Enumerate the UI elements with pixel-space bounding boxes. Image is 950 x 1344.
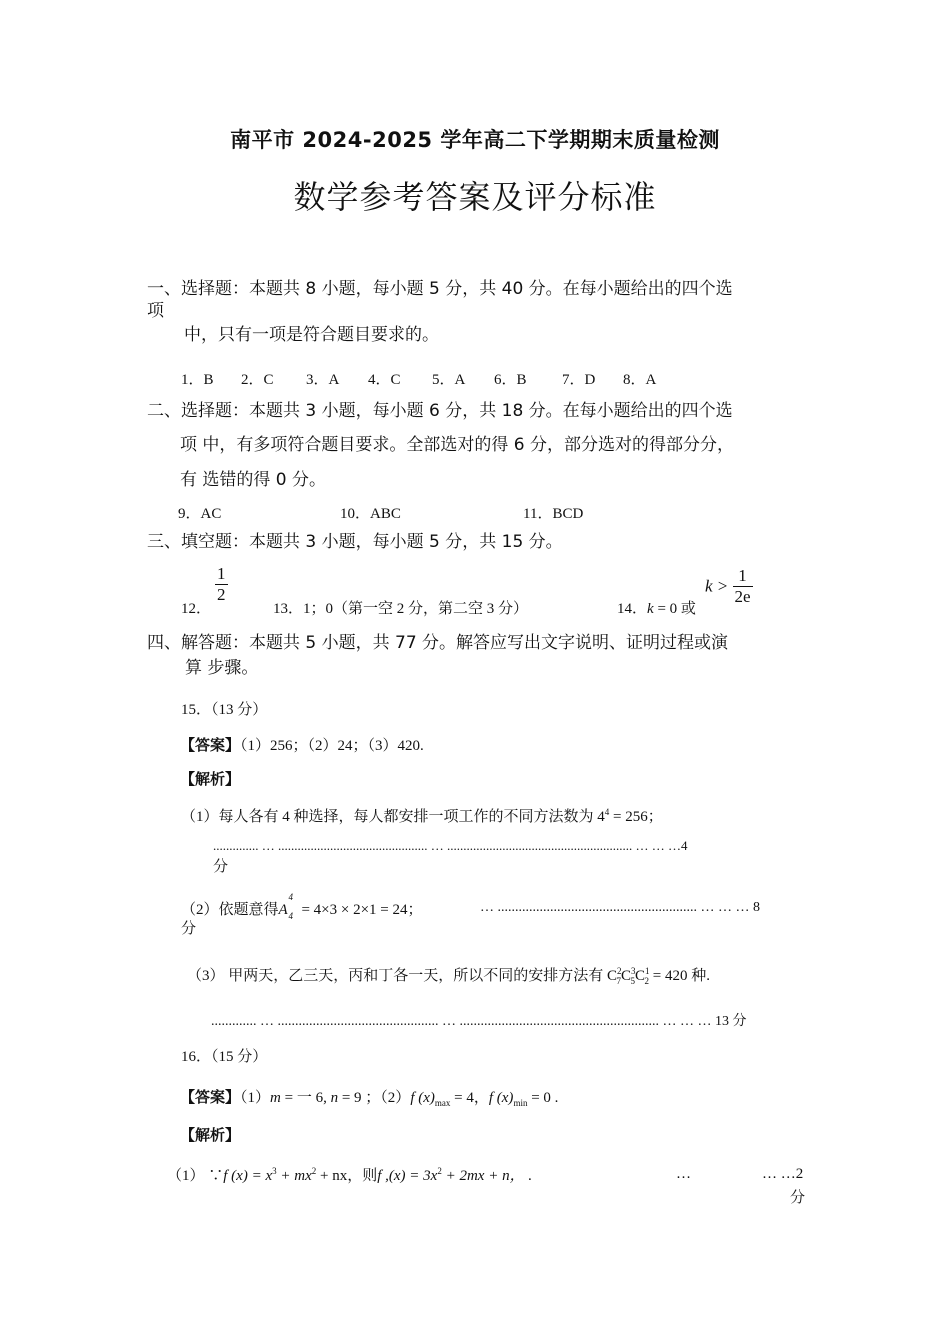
q15-part3-c3-sup: 1 bbox=[645, 966, 650, 976]
q16-answer-line bbox=[180, 1086, 558, 1108]
section2-answer-9: 9．AC bbox=[178, 506, 222, 522]
q16-answer-n: n bbox=[330, 1090, 339, 1106]
q16-part1-end: + nx，则 bbox=[316, 1168, 378, 1184]
q16-answer-f2: f (x) bbox=[488, 1090, 514, 1106]
q15-part3-c2-sub: 5 bbox=[630, 976, 636, 986]
q15-header: 15．（13 分） bbox=[181, 702, 268, 718]
section1-line1b: 项 bbox=[147, 301, 164, 321]
q14-text: = 0 或 bbox=[653, 601, 696, 617]
q14-label: 14． bbox=[617, 601, 648, 617]
q15-part2-A-letter: A bbox=[278, 902, 288, 918]
section2-answer-10: 10．ABC bbox=[340, 506, 401, 522]
q15-part1-end: = 256； bbox=[609, 809, 663, 825]
q16-part1-sup3: 3 bbox=[272, 1166, 277, 1176]
q12-denominator: 2 bbox=[217, 585, 226, 604]
section1-answer-5: 5．A bbox=[432, 372, 466, 388]
q16-answer-text-5: = 0 . bbox=[527, 1090, 559, 1106]
q16-part1-end2: + 2mx + n， . bbox=[441, 1168, 533, 1184]
section1-answer-4: 4．C bbox=[368, 372, 401, 388]
q16-answer-text-4: = 4， bbox=[450, 1090, 489, 1106]
q15-part1-score-dots: .............. … .............................................. … ......................................................... … … …4 bbox=[213, 838, 688, 853]
section1-line1: 一、选择题：本题共 8 小题，每小题 5 分，共 40 分。在每小题给出的四个选 bbox=[147, 279, 733, 299]
q16-answer-tag: 【答案】 bbox=[180, 1088, 241, 1106]
section1-line2: 中，只有一项是符合题目要求的。 bbox=[184, 325, 439, 345]
q14-k2: k > bbox=[705, 576, 729, 596]
q15-part3-c2-sup: 3 bbox=[631, 966, 636, 976]
q16-answer-min: min bbox=[513, 1098, 528, 1108]
page-title: 南平市 2024-2025 学年高二下学期期末质量检测 bbox=[230, 128, 720, 152]
q15-part3-score-dots: ............. … .............................................. … ......................................................... … … … 13 分 bbox=[211, 1014, 747, 1029]
q15-analysis-tag: 【解析】 bbox=[180, 770, 241, 788]
section2-line2: 项 中，有多项符合题目要求。全部选对的得 6 分，部分选对的得部分分， bbox=[180, 435, 735, 455]
q16-part1-eq: = x bbox=[247, 1168, 273, 1184]
q16-part1-start: （1） ∵ bbox=[167, 1168, 224, 1184]
q16-part1-mid: + mx bbox=[276, 1168, 312, 1184]
q12-label: 12． bbox=[181, 601, 212, 617]
q16-header: 16．（15 分） bbox=[181, 1049, 268, 1065]
q15-part3-c3-sub: 2 bbox=[644, 976, 650, 986]
q15-part1 bbox=[181, 805, 663, 826]
q16-part1-dots-1: … bbox=[676, 1166, 691, 1182]
q15-part2-text: （2）依题意得 bbox=[181, 902, 279, 918]
q16-part1-sup2: 2 bbox=[311, 1166, 317, 1176]
section1-answer-3: 3．A bbox=[306, 372, 340, 388]
q15-part2-end: = 4×3 × 2×1 = 24； bbox=[297, 902, 423, 918]
q15-part3-end: = 420 种. bbox=[649, 968, 711, 984]
q15-part3-c2: C bbox=[621, 968, 632, 984]
section2-line3: 有 选错的得 0 分。 bbox=[180, 470, 327, 490]
section1-answer-7: 7．D bbox=[562, 372, 596, 388]
q16-answer-f1: f (x) bbox=[410, 1090, 435, 1106]
q14-denominator: 2e bbox=[734, 587, 751, 606]
page-subtitle: 数学参考答案及评分标准 bbox=[293, 178, 657, 216]
q15-part1-text: （1）每人各有 4 种选择，每人都安排一项工作的不同方法数为 4 bbox=[181, 809, 605, 825]
q15-part2-A bbox=[278, 892, 294, 921]
q15-part3 bbox=[187, 964, 710, 986]
section1-answer-8: 8．A bbox=[623, 372, 657, 388]
q16-part1-eq2: = 3x bbox=[405, 1168, 438, 1184]
q16-part1-dots-2: … …2 bbox=[762, 1166, 804, 1182]
q15-answer-tag: 【答案】 bbox=[180, 736, 241, 754]
q12-fraction bbox=[215, 564, 228, 605]
q16-answer-text-3: = 9 ；（2） bbox=[338, 1090, 411, 1106]
q16-answer-max: max bbox=[434, 1098, 451, 1108]
q16-part1 bbox=[167, 1164, 532, 1185]
q15-part3-c3: C bbox=[635, 968, 646, 984]
q16-part1-sup2b: 2 bbox=[437, 1166, 442, 1176]
q16-answer-text-2: = 一 6, bbox=[280, 1090, 331, 1106]
q16-analysis-tag: 【解析】 bbox=[180, 1126, 241, 1144]
q14-inequality bbox=[705, 566, 753, 607]
section1-answer-1: 1．B bbox=[181, 372, 214, 388]
q16-part1-score-unit: 分 bbox=[790, 1190, 806, 1206]
section2-answer-11: 11．BCD bbox=[523, 506, 584, 522]
q16-answer-text-1: （1） bbox=[240, 1090, 271, 1106]
q12-numerator: 1 bbox=[217, 564, 226, 583]
q16-answer-m: m bbox=[270, 1090, 281, 1106]
section4-line2: 算 步骤。 bbox=[185, 658, 259, 678]
q15-part2-A-sub: 4 bbox=[288, 911, 294, 921]
q14-numerator: 1 bbox=[733, 566, 753, 587]
q15-part3-c1-sub: 7 bbox=[616, 976, 622, 986]
q15-part2-score-unit: 分 bbox=[181, 921, 197, 937]
q16-part1-f: f (x) bbox=[223, 1168, 248, 1184]
section2-line1: 二、选择题：本题共 3 小题，每小题 6 分，共 18 分。在每小题给出的四个选 bbox=[147, 401, 733, 421]
q16-part1-fprime: f ,(x) bbox=[377, 1168, 406, 1184]
q15-answer-text: （1）256；（2）24；（3）420. bbox=[240, 738, 424, 754]
q15-part2 bbox=[181, 892, 423, 921]
q15-part2-score-dots: … ......................................................... … … … 8 bbox=[480, 900, 760, 915]
section1-answer-6: 6．B bbox=[494, 372, 527, 388]
q15-part2-A-sup: 4 bbox=[288, 892, 294, 902]
section4-line1: 四、解答题：本题共 5 小题，共 77 分。解答应写出文字说明、证明过程或演 bbox=[147, 633, 729, 653]
section1-answer-2: 2．C bbox=[241, 372, 274, 388]
q13-answer: 13．1；0（第一空 2 分，第二空 3 分） bbox=[273, 601, 529, 617]
q15-answer-line bbox=[180, 734, 424, 755]
q15-part1-score-unit: 分 bbox=[213, 859, 229, 875]
q14-k: k bbox=[647, 601, 654, 617]
q15-part3-text: （3） 甲两天，乙三天，丙和丁各一天，所以不同的安排方法有 C bbox=[187, 968, 618, 984]
q15-part1-sup: 4 bbox=[604, 807, 610, 817]
section3-line1: 三、填空题：本题共 3 小题，每小题 5 分，共 15 分。 bbox=[147, 532, 563, 552]
q14-answer bbox=[617, 597, 696, 618]
q15-part3-c1-sup: 2 bbox=[617, 966, 622, 976]
